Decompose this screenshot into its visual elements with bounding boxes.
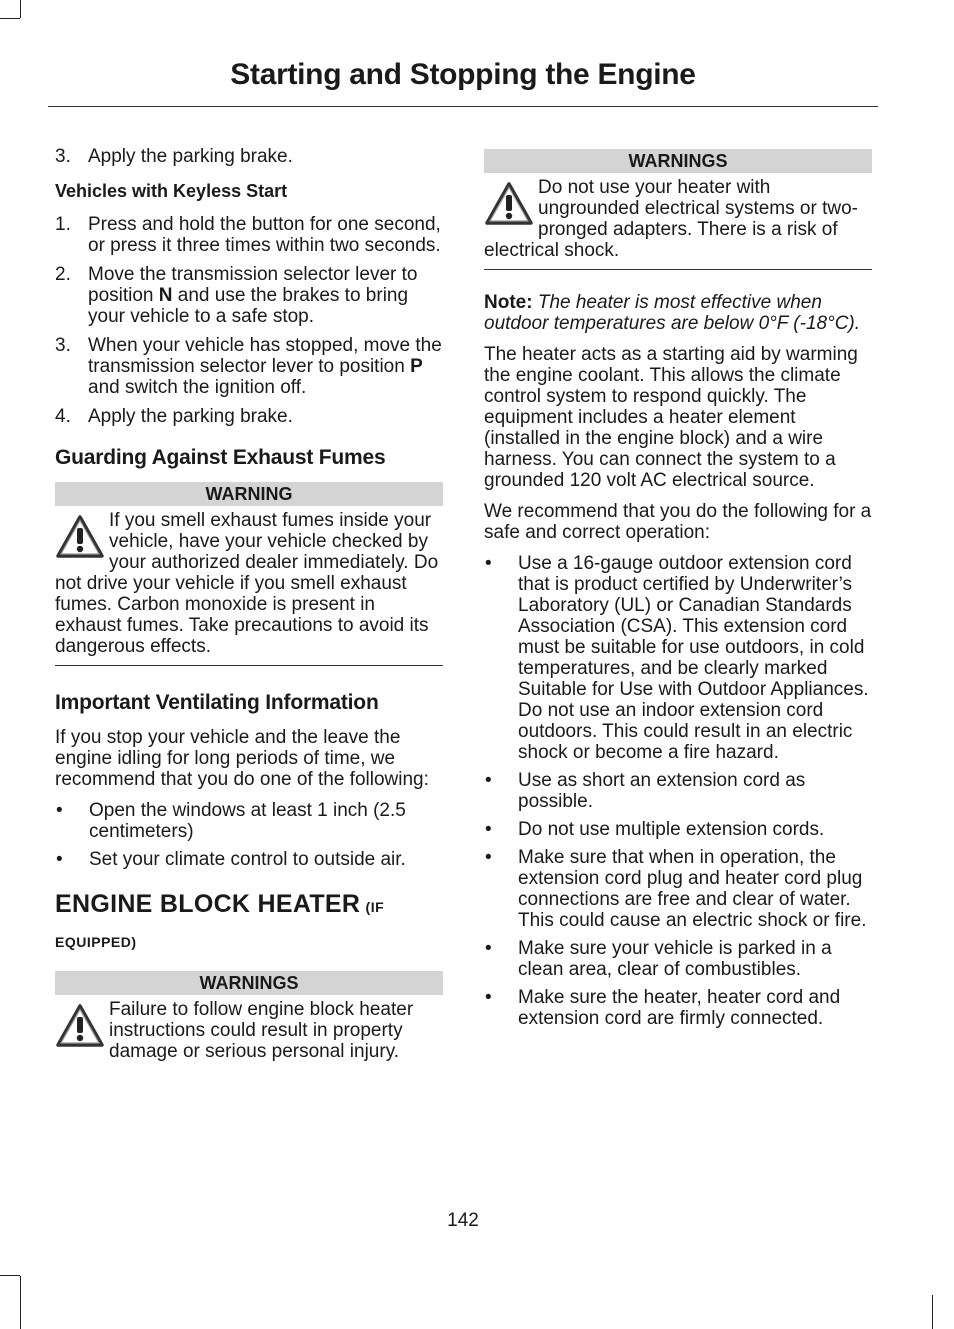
heater-warning-box xyxy=(484,177,872,270)
note-text: The heater is most effective when outdoor temperatures are below 0°F (-18°C). xyxy=(484,292,861,334)
bullet-item xyxy=(484,987,872,1029)
bullet-text: Make sure the heater, heater cord and extension cord are firmly connected. xyxy=(518,987,841,1029)
engine-block-heater-heading xyxy=(55,890,443,953)
warning-triangle-icon xyxy=(484,181,534,227)
step-item xyxy=(55,146,443,167)
ventilating-heading: Important Ventilating Information xyxy=(55,691,379,714)
bullet-marker: • xyxy=(485,819,492,840)
warnings-label-bar: WARNINGS xyxy=(484,149,872,173)
engine-block-heater-suffix-2: EQUIPPED) xyxy=(55,934,137,950)
bullet-marker: • xyxy=(485,553,492,574)
heater-description: The heater acts as a starting aid by warming the engine coolant. This allows the climate control system to respond quickly. The equipment includes a heater element (installed in the engine block) and a wire harness. You can connect the system to a grounded 120 volt AC electrical source. xyxy=(484,344,858,491)
page-number: 142 xyxy=(447,1210,479,1231)
title-divider xyxy=(48,106,878,107)
warning-triangle-icon xyxy=(55,514,105,560)
bullet-marker: • xyxy=(56,849,63,870)
note xyxy=(484,292,872,334)
step-text xyxy=(88,214,443,256)
bullet-text: Make sure that when in operation, the extension cord plug and heater cord plug connections are free and clear of water. This could cause an electric shock or fire. xyxy=(518,847,867,931)
keyless-step-item xyxy=(55,264,443,327)
warning-label-bar: WARNING xyxy=(55,482,443,506)
step-number: 4. xyxy=(55,406,71,427)
crop-mark-bottom-left-v xyxy=(20,1276,21,1329)
engine-block-heater-title: ENGINE BLOCK HEATER xyxy=(55,890,361,918)
step-text-segment: and use the brakes to bring your vehicle to a safe stop. xyxy=(88,285,409,327)
step-text: Apply the parking brake. xyxy=(88,146,293,167)
position-letter: N xyxy=(158,285,173,306)
step-text-segment: Apply the parking brake. xyxy=(88,406,293,427)
crop-mark-bottom-right-v xyxy=(932,1295,933,1329)
keyless-start-heading: Vehicles with Keyless Start xyxy=(55,181,288,201)
bullet-text: Open the windows at least 1 inch (2.5 centimeters) xyxy=(89,800,406,842)
heater-warning-text: Do not use your heater with ungrounded electrical systems or two-pronged adapters. There is a risk of electrical shock. xyxy=(484,177,858,261)
bullet-text: Use as short an extension cord as possible. xyxy=(518,770,806,812)
block-heater-warning-text: Failure to follow engine block heater instructions could result in property damage or serious personal injury. xyxy=(109,999,414,1062)
crop-mark-top-left-v xyxy=(20,0,21,18)
right-column xyxy=(484,149,872,1036)
bullet-item xyxy=(484,847,872,931)
block-heater-warning-box xyxy=(55,999,443,1070)
step-text-segment: and switch the ignition off. xyxy=(88,377,307,398)
exhaust-fumes-heading: Guarding Against Exhaust Fumes xyxy=(55,446,386,469)
bullet-marker: • xyxy=(485,847,492,868)
note-label: Note: xyxy=(484,292,533,313)
exhaust-warning-text: If you smell exhaust fumes inside your vehicle, have your vehicle checked by your authorized dealer immediately. Do not drive your vehicle if you smell exhaust fumes. Carbon monoxide is present in exhaust fumes. Take precautions to avoid its dangerous effects. xyxy=(55,510,439,657)
keyless-step-item xyxy=(55,214,443,256)
step-text xyxy=(88,406,443,427)
step-number: 2. xyxy=(55,264,71,285)
bullet-marker: • xyxy=(485,987,492,1008)
exhaust-warning-box xyxy=(55,510,443,666)
step-text xyxy=(88,335,443,398)
bullet-text: Make sure your vehicle is parked in a clean area, clear of combustibles. xyxy=(518,938,832,980)
ventilating-paragraph: If you stop your vehicle and the leave the engine idling for long periods of time, we recommend that you do one of the following: xyxy=(55,727,429,790)
bullet-text: Use a 16-gauge outdoor extension cord that is product certified by Underwriter’s Laboratory (UL) or Canadian Standards Association (CSA). This extension cord must be suitable for use outdoors, in cold temperatures, and be clearly marked Suitable for Use with Outdoor Appliances. Do not use an indoor extension cord outdoors. This could result in an electric shock or become a fire hazard. xyxy=(518,553,869,763)
step-number: 3. xyxy=(55,146,71,167)
bullet-item xyxy=(484,819,872,840)
bullet-marker: • xyxy=(485,770,492,791)
keyless-step-item xyxy=(55,406,443,427)
keyless-steps-list xyxy=(55,214,443,427)
recommendation-intro: We recommend that you do the following for a safe and correct operation: xyxy=(484,501,872,543)
crop-mark-bottom-left-h xyxy=(0,1275,20,1276)
keyless-step-item xyxy=(55,335,443,398)
step-text-segment: When your vehicle has stopped, move the transmission selector lever to position xyxy=(88,335,442,377)
position-letter: P xyxy=(410,356,423,377)
recommendation-bullet-list xyxy=(484,553,872,1029)
bullet-text: Do not use multiple extension cords. xyxy=(518,819,825,840)
left-column xyxy=(55,146,443,1084)
bullet-marker: • xyxy=(56,800,63,821)
step-text-segment: Press and hold the button for one second, or press it three times within two seconds. xyxy=(88,214,441,256)
step-number: 3. xyxy=(55,335,71,356)
crop-mark-top-left-h xyxy=(0,18,20,19)
engine-block-heater-suffix: (IF xyxy=(365,899,385,915)
bullet-marker: • xyxy=(485,938,492,959)
bullet-text: Set your climate control to outside air. xyxy=(89,849,406,870)
step-text-segment: Move the transmission selector lever to position xyxy=(88,264,418,306)
warning-triangle-icon xyxy=(55,1003,105,1049)
bullet-item xyxy=(55,849,443,870)
bullet-item xyxy=(55,800,443,842)
step-text xyxy=(88,264,443,327)
step-number: 1. xyxy=(55,214,71,235)
bullet-item xyxy=(484,938,872,980)
ventilating-bullet-list xyxy=(55,800,443,870)
warnings-label-bar: WARNINGS xyxy=(55,971,443,995)
bullet-item xyxy=(484,770,872,812)
page-title: Starting and Stopping the Engine xyxy=(230,58,696,91)
bullet-item xyxy=(484,553,872,763)
